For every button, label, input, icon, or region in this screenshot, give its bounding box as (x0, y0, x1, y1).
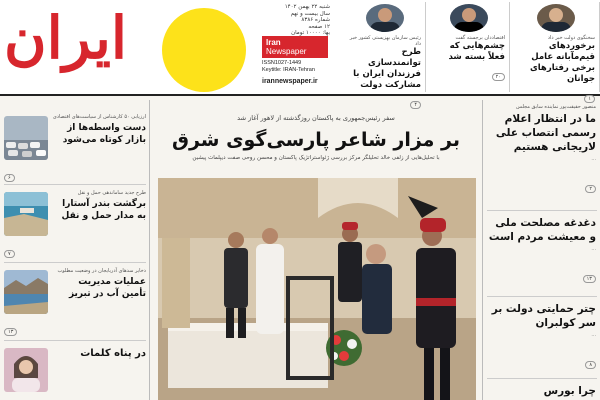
right-story[interactable] (486, 214, 596, 284)
date-line: شنبه ۲۲ بهمن ۱۴۰۲ (284, 4, 330, 10)
teaser-headline: برخوردهای قیم‌مآبانه عامل برخی رفتارهای جوانان (529, 41, 595, 84)
story-body: ... (591, 157, 596, 162)
divider (4, 340, 146, 341)
page-number-badge: ۲ (585, 185, 596, 193)
right-column (482, 100, 600, 400)
teaser-kicker: سخنگوی دولت خبر داد (547, 35, 595, 41)
right-story[interactable] (486, 300, 596, 370)
teaser-headline: طرح توانمندسازی فرزندان ایران با مشارکت دولت (353, 47, 421, 90)
page-number-badge: ۱۳ (4, 328, 17, 336)
badge-line-1: Iran (266, 38, 281, 47)
portrait-thumbnail (537, 4, 575, 32)
page-number-badge: ۶ (4, 174, 15, 182)
top-teaser[interactable] (428, 2, 510, 92)
cars-lot-image (4, 116, 48, 160)
story-body: ... (591, 333, 596, 338)
left-story[interactable] (4, 346, 146, 400)
iran-newspaper-badge (262, 36, 328, 58)
issn-text: ISSN1027-1449 (262, 60, 302, 66)
story-body: ... (591, 247, 596, 252)
left-story[interactable] (4, 190, 146, 264)
story-headline: عملیات مدیریت تأمین آب در تبریز (68, 277, 146, 299)
divider (487, 210, 597, 211)
teaser-kicker: رئیس سازمان بهزیستی کشور خبر داد (349, 35, 421, 47)
right-story[interactable] (486, 382, 596, 398)
story-headline: دغدغه مصلحت ملی و معیشت مردم است (488, 217, 596, 243)
story-headline: چتر حمایتی دولت بر سر کولبران (491, 303, 596, 329)
lead-subtitle: با تحلیل‌هایی از زلفی خالد تحلیلگر مرکز بررسی ژئواستراتژیک پاکستان و محسن روحی صفت دیپلمات پیشین (192, 155, 440, 161)
right-story[interactable] (486, 104, 596, 194)
story-kicker: طرح جدید ساماندهی حمل و نقل (77, 190, 146, 196)
date-line: ۱۲ صفحه (308, 23, 330, 30)
story-headline: چرا بورس (543, 385, 596, 397)
keytitle-text: Keytitle: IRAN-Tehran (262, 67, 315, 73)
divider (4, 184, 146, 185)
woman-portrait-image (4, 348, 48, 392)
left-story[interactable] (4, 114, 146, 188)
story-headline: برگشت بندر آستارا به مدار حمل و نقل (61, 199, 146, 221)
website-url[interactable]: irannewspaper.ir (262, 78, 318, 85)
portrait-thumbnail (450, 4, 488, 32)
left-column (0, 100, 150, 400)
lead-headline[interactable]: بر مزار شاعر پارسی‌گوی شرق (171, 129, 461, 151)
date-line: بها: ۱۰۰۰۰ تومان (291, 30, 330, 36)
badge-line-2: Newspaper (266, 47, 307, 56)
teaser-kicker: اقتصاددان برجسته گفت (455, 35, 505, 41)
sun-emblem (162, 8, 246, 92)
top-teaser[interactable] (344, 2, 426, 108)
story-headline: در پناه کلمات (80, 348, 146, 359)
lead-photo[interactable] (158, 178, 476, 400)
divider (487, 296, 597, 297)
page-number-badge: ۴ (410, 101, 421, 109)
lead-story (152, 100, 480, 400)
story-kicker: ارزیابی ۵۰ کارشناس از سیاست‌های اقتصادی (52, 114, 146, 120)
story-kicker: ذخایر سدهای آذربایجان در وضعیت مطلوب (57, 268, 146, 274)
port-aerial-image (4, 192, 48, 236)
date-line: شماره ۸۳۸۶ (301, 17, 330, 23)
page-number-badge: ۱۳ (583, 275, 596, 283)
divider (487, 378, 597, 379)
story-headline: ما در انتظار اعلام رسمی انتصاب علی لاریجانی هستیم (495, 113, 596, 153)
page-number-badge: ۷ (4, 250, 15, 258)
lake-image (4, 270, 48, 314)
newspaper-logo[interactable] (0, 0, 160, 92)
issn-block (262, 60, 332, 74)
story-headline: دست واسطه‌ها از بازار کوتاه می‌شود (62, 123, 146, 145)
story-kicker: منصور حقیقت‌پور نماینده سابق مجلس (516, 104, 596, 110)
page-number-badge: ۱ (584, 95, 595, 103)
left-story[interactable] (4, 268, 146, 342)
date-line: سال بیست و نهم (290, 10, 330, 17)
lead-kicker: سفر رئیس‌جمهوری به پاکستان روزگذشته از لاهور آغاز شد (237, 114, 395, 122)
page-number-badge: ۲۰ (492, 73, 505, 81)
page-number-badge: ۸ (585, 361, 596, 369)
divider (4, 262, 146, 263)
logo-text: ایران (4, 4, 127, 72)
teaser-headline: چشم‌هایی که فعلاً بسته شد (448, 41, 505, 62)
portrait-thumbnail (366, 4, 404, 32)
top-teaser[interactable] (512, 2, 600, 102)
